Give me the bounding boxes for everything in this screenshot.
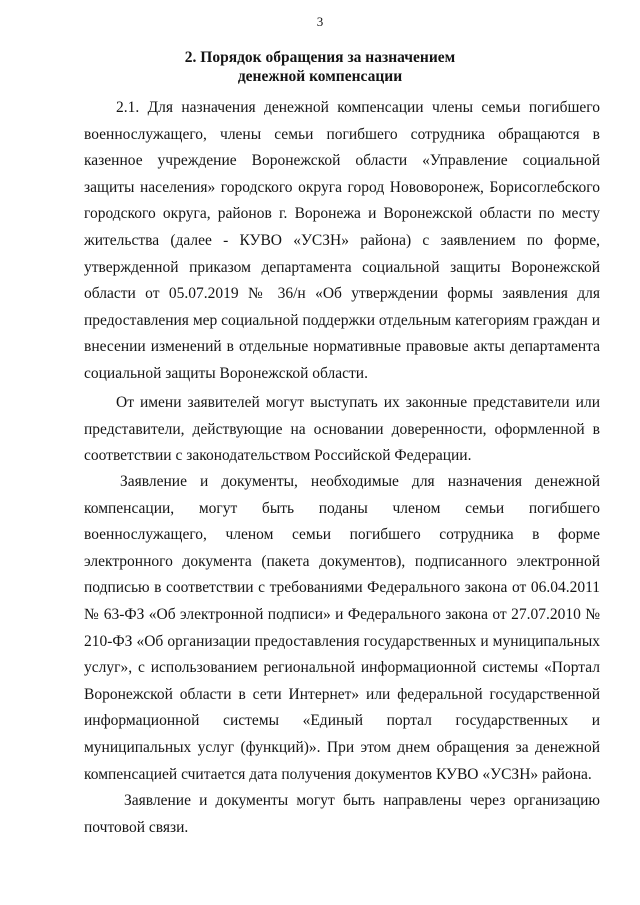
paragraph-postal xyxy=(84,788,600,841)
paragraph-line: муниципальных услуг (функций)». При этом днем обращения за денежной xyxy=(84,738,600,756)
paragraph-line: информационной системы «Единый портал государственных и xyxy=(84,712,600,730)
paragraph-line: От имени заявителей могут выступать их законные представители или xyxy=(116,394,600,411)
paragraph-line: Заявление и документы могут быть направлены через организацию xyxy=(124,792,600,809)
paragraph-line: внесении изменений в отдельные нормативные правовые акты департамента xyxy=(84,338,600,356)
paragraph-line: № 63-ФЗ «Об электронной подписи» и Федерального закона от 27.07.2010 № xyxy=(84,605,600,623)
paragraph-line: защиты населения» городского округа город Нововоронеж, Борисоглебского xyxy=(84,178,600,196)
paragraph-line: утвержденной приказом департамента социальной защиты Воронежской xyxy=(84,258,600,276)
paragraph-line: компенсации, могут быть поданы членом семьи погибшего xyxy=(84,499,600,517)
page-number: 3 xyxy=(316,14,324,29)
paragraph-line: социальной защиты Воронежской области. xyxy=(84,364,368,382)
paragraph-line: подписью в соответствии с требованиями Федерального закона от 06.04.2011 xyxy=(84,579,600,597)
paragraph-line: электронного документа (пакета документов), подписанного электронной xyxy=(84,552,600,570)
paragraph-line: Заявление и документы, необходимые для назначения денежной xyxy=(120,473,600,490)
paragraph-line: 210-ФЗ «Об организации предоставления государственных и муниципальных xyxy=(84,632,600,650)
paragraph-representatives xyxy=(84,390,600,470)
paragraph-2-1 xyxy=(84,95,600,388)
paragraph-line: представители, действующие на основании доверенности, оформленной в xyxy=(84,420,600,438)
section-heading xyxy=(0,48,640,86)
paragraph-line: городского округа, районов г. Воронежа и Воронежской области по месту xyxy=(84,205,600,223)
paragraph-line: области от 05.07.2019 № 36/н «Об утверждении формы заявления для xyxy=(84,285,600,303)
paragraph-line: жительства (далее - КУВО «УСЗН» района) с заявлением по форме, xyxy=(84,231,600,249)
paragraph-line: военнослужащего, члены семьи погибшего сотрудника обращаются в xyxy=(84,125,600,143)
paragraph-line: предоставления мер социальной поддержки отдельным категориям граждан и xyxy=(84,311,600,329)
paragraph-electronic-submission xyxy=(84,469,600,788)
paragraph-line: казенное учреждение Воронежской области «Управление социальной xyxy=(84,152,600,170)
paragraph-line: военнослужащего, членом семьи погибшего сотрудника в форме xyxy=(84,526,600,544)
paragraph-line: почтовой связи. xyxy=(84,818,189,836)
paragraph-line: Воронежской области в сети Интернет» или федеральной государственной xyxy=(84,685,600,703)
section-heading-line-2: денежной компенсации xyxy=(237,68,403,85)
paragraph-line: услуг», с использованием региональной информационной системы «Портал xyxy=(84,659,600,677)
paragraph-line: соответствии с законодательством Российской Федерации. xyxy=(84,447,472,465)
paragraph-line: компенсацией считается дата получения документов КУВО «УСЗН» района. xyxy=(84,765,592,783)
paragraph-line: 2.1. Для назначения денежной компенсации члены семьи погибшего xyxy=(116,99,600,116)
section-heading-line-1: 2. Порядок обращения за назначением xyxy=(184,49,456,66)
